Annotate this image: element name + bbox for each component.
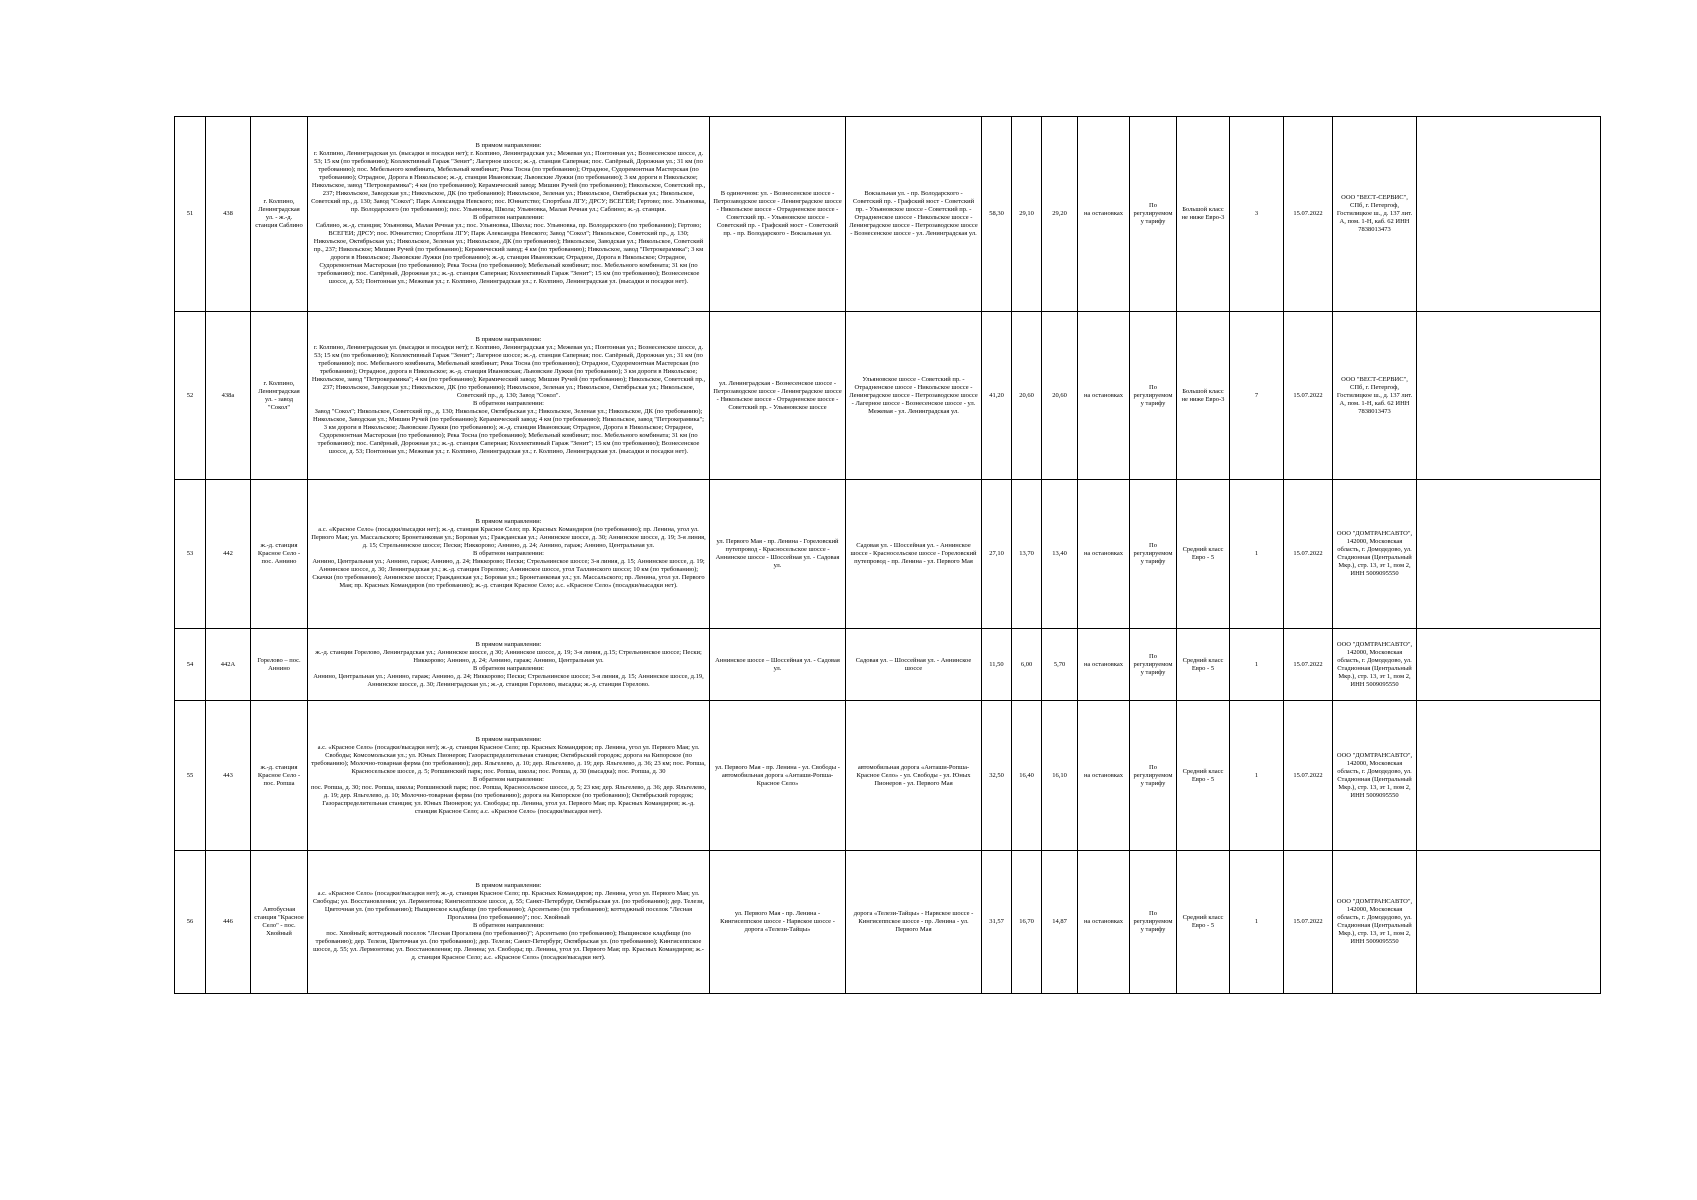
vehicle-count: 1 bbox=[1230, 629, 1284, 701]
row-number: 52 bbox=[175, 312, 206, 480]
streets-backward: автомобильная дорога «Анташи-Ропша-Красное Село» - ул. Свободы - ул. Юных Пионеров - ул. Первого Мая bbox=[846, 701, 982, 851]
start-date: 15.07.2022 bbox=[1284, 851, 1333, 994]
stops-list: В прямом направлении: г. Колпино, Ленинградская ул. (высадки и посадки нет); г. Колпино, Ленинградская ул.; Межевая ул.; Понтонная ул.; Вознесенское шоссе, д. 53; 15 км (по требованию); Коллективный Гараж "Зенит"; Лагерное шоссе; ж.-д. станция Саперная; пос. Сапёрный, Дорожная ул.; 31 км (по требованию); пос. Мебельного комбината, Мебельный комбинат; Река Тосна (по требованию); Отрадное, Судоремонтная Мастерская (по требованию); Отрадное, Дорога в Никольское; ж.-д. станция Ивановская; Львовские Лужки (по требованию); 3 км дороги в Никольское; Никольское, завод "Петрокерамика"; 4 км (по требованию); Керамический завод; Мишин Ручей (по требованию); Никольское, Советский пр., 237; Никольское, Заводская ул.; Никольское, ДК (по требованию); Никольское, Зеленая ул.; Никольское, Октябрьская ул.; Никольское, Советский пр., д. 130; Завод "Сокол"; Парк Александра Невского; пос. Юннатство; Спортбаза ЛГУ; ДРСУ; ВСЕГЕИ; Гертово; пос. Ульяновка, пр. Володарского (по требованию); пос. Ульяновка, Школа; Ульяновка, Малая Речная ул.; Саблино; ж.-д. станция. В обратном направлении: Саблино, ж.-д. станция; Ульяновка, Малая Речная ул.; пос. Ульяновка, Школа; пос. Ульяновка, пр. Володарского (по требованию); Гертово; ВСЕГЕИ; ДРСУ; пос. Юннатство; Спортбаза ЛГУ; Парк Александра Невского; Завод "Сокол"; Никольское, Советский пр., д. 130; Никольское, Октябрьская ул.; Никольское, Зеленая ул.; Никольское, ДК (по требованию); Никольское, Заводская ул.; Никольское, Советский пр., 237; Никольское; Мишин Ручей (по требованию); Керамический завод; 4 км (по требованию); Никольское, завод "Петрокерамика"; 3 км дороги в Никольское; Львовские Лужки (по требованию); ж.-д. станция Ивановская; Отрадное, Дорога в Никольское; Отрадное, Судоремонтная Мастерская (по требованию); Река Тосна (по требованию); Мебельный комбинат; пос. Мебельного комбината; 31 км (по требованию); пос. Сапёрный, Дорожная ул.; ж.-д. станция Саперная; Коллективный Гараж "Зенит"; 15 км (по требованию); Вознесенское шоссе, д. 53; Понтонная ул.; Межевая ул.; г. Колпино, Ленинградская ул.; г. Колпино, Ленинградская ул. (высадки и посадки нет). bbox=[308, 117, 710, 312]
row-number: 53 bbox=[175, 480, 206, 629]
streets-backward: Вокзальная ул. - пр. Володарского - Советский пр. - Графский мост - Советский пр. - Ульяновское шоссе - Советский пр. - Отрадненское шоссе - Никольское шоссе - Ленинградское шоссе - Петрозаводское шоссе - Вознесенское шоссе - ул. Ленинградская ул. bbox=[846, 117, 982, 312]
length-forward: 16,40 bbox=[1012, 701, 1042, 851]
length-total: 11,50 bbox=[982, 629, 1012, 701]
boarding-mode: на остановках bbox=[1078, 117, 1130, 312]
stops-list: В прямом направлении: а.с. «Красное Село» (посадки/высадки нет); ж.-д. станция Красное Село; пр. Красных Командиров; пр. Ленина, угол ул. Первого Мая; ул. Свободы; Комсомольская ул.; ул. Юных Пионеров; Газораспределительная станция; Октябрьский городок; дорога на Кипорское (по требованию); Молочно-товарная ферма (по требованию); дер. Яльгелево, д. 10; дер. Яльгелево, д. 19; дер. Яльгелево, д. 36; 23 км; пос. Ропша, Красносельское шоссе, д. 5; Ропшинский парк; пос. Ропша, школа; пос. Ропша, д. 30 (высадка); пос. Ропша, д. 30 В обратном направлении: пос. Ропша, д. 30; пос. Ропша, школа; Ропшинский парк; пос. Ропша, Красносельское шоссе, д. 5; 23 км; дер. Яльгелево, д. 36; дер. Яльгелево, д. 19; дер. Яльгелево, д. 10; Молочно-товарная ферма (по требованию); дорога на Кипорское (по требованию); Октябрьский городок; Газораспределительная станция; ул. Юных Пионеров; ул. Свободы; пр. Ленина, угол ул. Первого Мая; пр. Красных Командиров; ж.-д. станция Красное Село; а.с. «Красное Село» (посадки/высадки нет). bbox=[308, 701, 710, 851]
streets-forward: ул. Первого Мая - пр. Ленина - Кингисеппское шоссе - Нарвское шоссе - дорога «Телези-Тайцы» bbox=[710, 851, 846, 994]
start-date: 15.07.2022 bbox=[1284, 480, 1333, 629]
route-name: ж.-д. станция Красное Село - пос. Ропша bbox=[251, 701, 308, 851]
carrier-info: ООО "ДОМТРАНСАВТО", 142000, Московская область, г. Домодедово, ул. Стадионная (Центральный Мкр.), стр. 13, эт 1, пом 2, ИНН 5009095550 bbox=[1333, 629, 1417, 701]
route-registry-table bbox=[174, 116, 1601, 994]
route-name: ж.-д. станция Красное Село - пос. Аннино bbox=[251, 480, 308, 629]
route-number: 438а bbox=[206, 312, 251, 480]
row-number: 51 bbox=[175, 117, 206, 312]
start-date: 15.07.2022 bbox=[1284, 117, 1333, 312]
carrier-info: ООО "ВЕСТ-СЕРВИС", СПб, г. Петергоф, Гостилицкое ш., д. 137 лит. А, пом. 1-Н, каб. 62 ИНН 7838013473 bbox=[1333, 117, 1417, 312]
row-number: 55 bbox=[175, 701, 206, 851]
tariff-type: По регулируемому тарифу bbox=[1130, 117, 1177, 312]
vehicle-count: 1 bbox=[1230, 851, 1284, 994]
streets-backward: дорога «Телези-Тайцы» - Нарвское шоссе - Кингисеппское шоссе - пр. Ленина - ул. Первого Мая bbox=[846, 851, 982, 994]
length-backward: 13,40 bbox=[1042, 480, 1078, 629]
length-forward: 29,10 bbox=[1012, 117, 1042, 312]
boarding-mode: на остановках bbox=[1078, 629, 1130, 701]
length-forward: 13,70 bbox=[1012, 480, 1042, 629]
carrier-info: ООО "ВЕСТ-СЕРВИС", СПб, г. Петергоф, Гостилицкое ш., д. 137 лит. А, пом. 1-Н, каб. 62 ИНН 7838013473 bbox=[1333, 312, 1417, 480]
tariff-type: По регулируемому тарифу bbox=[1130, 629, 1177, 701]
stops-list: В прямом направлении: а.с. «Красное Село» (посадки/высадки нет); ж.-д. станция Красное Село; пр. Красных Командиров (по требованию); пр. Ленина, угол ул. Первого Мая; ул. Массальского; Бронетанковая ул.; Боровая ул.; Гражданская ул.; Аннинское шоссе, д. 30; Аннинское шоссе, д. 19; 3-я линия, д. 15; Стрельнинское шоссе; Пески; Никкорово; Аннино, д. 24; Аннино, гараж; Аннино, Центральная ул. В обратном направлении: Аннино, Центральная ул.; Аннино, гараж; Аннино, д. 24; Никкорово; Пески; Стрельнинское шоссе; 3-я линия, д. 15; Аннинское шоссе, д. 19; Аннинское шоссе, д. 30; Ленинградская ул.; ж.-д. станция Горелово; Аннинское шоссе, угол Таллинского шоссе; 10 км (по требованию); Скачки (по требованию); Аннинское шоссе; Гражданская ул.; Боровая ул.; Бронетанковая ул.; ул. Массальского; пр. Ленина, угол ул. Первого Мая; пр. Красных Командиров (по требованию); ж.-д. станция Красное Село; а.с. «Красное Село» (посадки/высадки нет). bbox=[308, 480, 710, 629]
streets-backward: Ульяновское шоссе - Советский пр. - Отрадненское шоссе - Никольское шоссе - Ленинградское шоссе - Петрозаводское шоссе - Лагерное шоссе - Вознесенское шоссе - ул. Межевая - ул. Ленинградская ул. bbox=[846, 312, 982, 480]
streets-backward: Садовая ул. – Шоссейная ул. - Аннинское шоссе bbox=[846, 629, 982, 701]
route-number: 443 bbox=[206, 701, 251, 851]
length-forward: 20,60 bbox=[1012, 312, 1042, 480]
table-row bbox=[175, 117, 1601, 312]
vehicle-class: Средний класс Евро - 5 bbox=[1177, 629, 1230, 701]
length-backward: 5,70 bbox=[1042, 629, 1078, 701]
route-name: г. Колпино, Ленинградская ул. - ж.-д. станция Саблино bbox=[251, 117, 308, 312]
stops-list: В прямом направлении: ж.-д. станции Горелово, Ленинградская ул.; Аннинское шоссе, д 30; Аннинское шоссе, д. 19; 3-я линия, д.15; Стрельнинское шоссе; Пески; Никкорово; Аннино, д. 24; Аннино, гараж; Аннино, Центральная ул. В обратном направлении: Аннино, Центральная ул.; Аннино, гараж; Аннино, д. 24; Никкорово; Пески; Стрельнинское шоссе; 3-я линия, д. 15; Аннинское шоссе, д.19, Аннинское шоссе, д. 30; Ленинградская ул.; ж.-д. станция Горелово, высадка; ж.-д. станция Горелово. bbox=[308, 629, 710, 701]
table-row bbox=[175, 480, 1601, 629]
length-forward: 6,00 bbox=[1012, 629, 1042, 701]
length-backward: 29,20 bbox=[1042, 117, 1078, 312]
vehicle-count: 7 bbox=[1230, 312, 1284, 480]
stops-list: В прямом направлении: а.с. «Красное Село» (посадки/высадки нет); ж.-д. станция Красное Село; пр. Красных Командиров; пр. Ленина, угол ул. Первого Мая; ул. Свободы; ул. Восстановления; ул. Лермонтова; Кингисеппское шоссе, д. 55; Санкт-Петербург, Октябрьская ул. (по требованию); дер. Телези, Цветочная ул. (по требованию); Ныщинское кладбище (по требованию); Арсентьево (по требованию); коттеджный поселок "Лесная Прогалина (по требованию)"; пос. Хвойный В обратном направлении: пос. Хвойный; коттеджный поселок "Лесная Прогалина (по требованию)"; Арсентьево (по требованию); Ныщинское кладбище (по требованию); дер. Телези, Цветочная ул. (по требованию); дер. Телези; Санкт-Петербург, Октябрьская ул. (по требованию); Кингисеппское шоссе, д. 55; ул. Лермонтова; ул. Восстановления; пр. Ленина; ул. Свободы; пр. Ленина, угол ул. Первого Мая; пр. Красных Командиров; ж.-д. станция Красное Село; а.с. «Красное Село» (посадки/высадки нет). bbox=[308, 851, 710, 994]
route-name: Горелово – пос. Аннино bbox=[251, 629, 308, 701]
vehicle-count: 3 bbox=[1230, 117, 1284, 312]
boarding-mode: на остановках bbox=[1078, 701, 1130, 851]
table-row bbox=[175, 312, 1601, 480]
length-total: 32,50 bbox=[982, 701, 1012, 851]
row-number: 54 bbox=[175, 629, 206, 701]
route-name: Автобусная станция "Красное Село" - пос. Хвойный bbox=[251, 851, 308, 994]
vehicle-class: Средний класс Евро - 5 bbox=[1177, 480, 1230, 629]
route-number: 442А bbox=[206, 629, 251, 701]
row-number: 56 bbox=[175, 851, 206, 994]
boarding-mode: на остановках bbox=[1078, 480, 1130, 629]
length-backward: 16,10 bbox=[1042, 701, 1078, 851]
length-total: 58,30 bbox=[982, 117, 1012, 312]
vehicle-count: 1 bbox=[1230, 701, 1284, 851]
streets-forward: Аннинское шоссе – Шоссейная ул. - Садовая ул. bbox=[710, 629, 846, 701]
table-row bbox=[175, 629, 1601, 701]
streets-forward: ул. Первого Мая - пр. Ленина - ул. Свободы - автомобильная дорога «Анташи-Ропша-Красное Село» bbox=[710, 701, 846, 851]
vehicle-class: Большой класс не ниже Евро-3 bbox=[1177, 117, 1230, 312]
notes bbox=[1417, 480, 1601, 629]
boarding-mode: на остановках bbox=[1078, 851, 1130, 994]
tariff-type: По регулируемому тарифу bbox=[1130, 701, 1177, 851]
table-row bbox=[175, 851, 1601, 994]
streets-forward: В одиночном: ул. - Вознесенское шоссе - Петрозаводское шоссе - Ленинградское шоссе - Никольское шоссе - Отрадненское шоссе - Советский пр. - Ульяновское шоссе - Советский пр. - Графский мост - Советский пр. - пр. Володарского - Вокзальная ул. bbox=[710, 117, 846, 312]
length-backward: 20,60 bbox=[1042, 312, 1078, 480]
carrier-info: ООО "ДОМТРАНСАВТО", 142000, Московская область, г. Домодедово, ул. Стадионная (Центральный Мкр.), стр. 13, эт 1, пом 2, ИНН 5009095550 bbox=[1333, 851, 1417, 994]
length-total: 27,10 bbox=[982, 480, 1012, 629]
length-backward: 14,87 bbox=[1042, 851, 1078, 994]
vehicle-class: Большой класс не ниже Евро-3 bbox=[1177, 312, 1230, 480]
notes bbox=[1417, 312, 1601, 480]
route-number: 442 bbox=[206, 480, 251, 629]
start-date: 15.07.2022 bbox=[1284, 701, 1333, 851]
streets-backward: Садовая ул. - Шоссейная ул. - Аннинское шоссе - Красносельское шоссе - Гореловский путепровод - пр. Ленина - ул. Первого Мая bbox=[846, 480, 982, 629]
vehicle-class: Средний класс Евро - 5 bbox=[1177, 701, 1230, 851]
notes bbox=[1417, 851, 1601, 994]
route-number: 438 bbox=[206, 117, 251, 312]
notes bbox=[1417, 117, 1601, 312]
start-date: 15.07.2022 bbox=[1284, 312, 1333, 480]
tariff-type: По регулируемому тарифу bbox=[1130, 851, 1177, 994]
notes bbox=[1417, 701, 1601, 851]
notes bbox=[1417, 629, 1601, 701]
carrier-info: ООО "ДОМТРАНСАВТО", 142000, Московская область, г. Домодедово, ул. Стадионная (Центральный Мкр.), стр. 13, эт 1, пом 2, ИНН 5009095550 bbox=[1333, 480, 1417, 629]
route-name: г. Колпино, Ленинградская ул. - завод "Сокол" bbox=[251, 312, 308, 480]
vehicle-count: 1 bbox=[1230, 480, 1284, 629]
length-total: 31,57 bbox=[982, 851, 1012, 994]
streets-forward: ул. Первого Мая - пр. Ленина - Гореловский путепровод - Красносельское шоссе - Аннинское шоссе - Шоссейная ул. - Садовая ул. bbox=[710, 480, 846, 629]
tariff-type: По регулируемому тарифу bbox=[1130, 312, 1177, 480]
length-total: 41,20 bbox=[982, 312, 1012, 480]
streets-forward: ул. Ленинградская - Вознесенское шоссе - Петрозаводское шоссе - Ленинградское шоссе - Никольское шоссе - Отрадненское шоссе - Советский пр. - Ульяновское шоссе bbox=[710, 312, 846, 480]
route-number: 446 bbox=[206, 851, 251, 994]
tariff-type: По регулируемому тарифу bbox=[1130, 480, 1177, 629]
stops-list: В прямом направлении: г. Колпино, Ленинградская ул. (высадки и посадки нет); г. Колпино, Ленинградская ул.; Межевая ул.; Понтонная ул.; Вознесенское шоссе, д. 53; 15 км (по требованию); Коллективный Гараж "Зенит"; Лагерное шоссе; ж.-д. станция Саперная; пос. Сапёрный, Дорожная ул.; 31 км (по требованию); пос. Мебельного комбината, Мебельный комбинат; Река Тосна (по требованию); Отрадное, Судоремонтная Мастерская (по требованию); Отрадное, дорога в Никольское; ж.-д. станция Ивановская; Львовские Лужки (по требованию); 3 км дороги в Никольское; Никольское, завод "Петрокерамика"; 4 км (по требованию); Керамический завод; Мишин Ручей (по требованию); Никольское, Советский пр., 237; Никольское, Заводская ул.; Никольское, ДК (по требованию); Никольское, Зеленая ул.; Никольское, Октябрьская ул.; Никольское, Советский пр., д. 130; Завод "Сокол". В обратном направлении: Завод "Сокол"; Никольское, Советский пр., д. 130; Никольское, Октябрьская ул.; Никольское, Зеленая ул.; Никольское, ДК (по требованию); Никольское, Заводская ул.; Мишин Ручей (по требованию); Керамический завод; 4 км (по требованию); Никольское, завод "Петрокерамика"; 3 км дороги в Никольское; Львовские Лужки (по требованию); ж.-д. станция Ивановская; Отрадное, Дорога в Никольское; Отрадное, Судоремонтная Мастерская (по требованию); Река Тосна (по требованию); Мебельный комбинат; пос. Мебельного комбината; 31 км (по требованию); пос. Сапёрный, Дорожная ул.; ж.-д. станция Саперная; Коллективный Гараж "Зенит"; 15 км (по требованию); Вознесенское шоссе, д. 53; Понтонная ул.; Межевая ул.; г. Колпино, Ленинградская ул.; г. Колпино, Ленинградская ул. (высадки и посадки нет). bbox=[308, 312, 710, 480]
length-forward: 16,70 bbox=[1012, 851, 1042, 994]
table-row bbox=[175, 701, 1601, 851]
boarding-mode: на остановках bbox=[1078, 312, 1130, 480]
carrier-info: ООО "ДОМТРАНСАВТО", 142000, Московская область, г. Домодедово, ул. Стадионная (Центральный Мкр.), стр. 13, эт 1, пом 2, ИНН 5009095550 bbox=[1333, 701, 1417, 851]
start-date: 15.07.2022 bbox=[1284, 629, 1333, 701]
vehicle-class: Средний класс Евро - 5 bbox=[1177, 851, 1230, 994]
